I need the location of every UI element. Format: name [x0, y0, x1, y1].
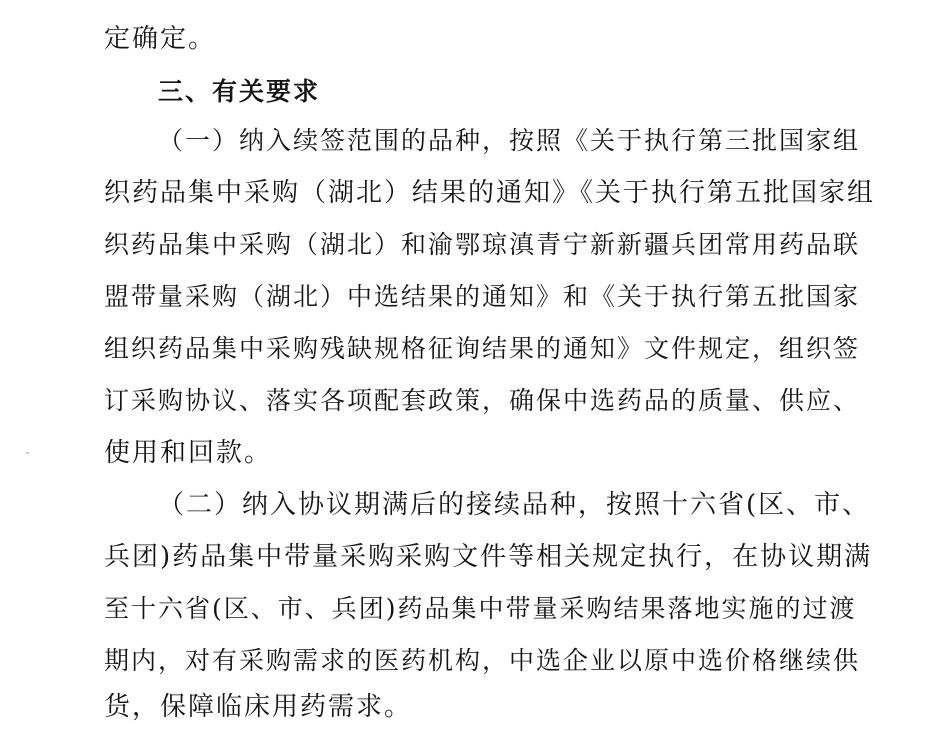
text-line-1: 定确定。: [104, 24, 217, 54]
scan-speck: [26, 452, 29, 454]
paragraph-1-line-4: 盟带量采购（湖北）中选结果的通知》和《关于执行第五批国家: [104, 282, 861, 311]
paragraph-1-line-5: 组织药品集中采购残缺规格征询结果的通知》文件规定，组织签: [104, 334, 861, 363]
paragraph-2-line-2: 兵团)药品集中带量采购采购文件等相关规定执行，在协议期满: [104, 542, 873, 572]
paragraph-1-line-2: 织药品集中采购（湖北）结果的通知》《关于执行第五批国家组: [104, 178, 876, 208]
paragraph-2-line-4: 期内，对有采购需求的医药机构，中选企业以原中选价格继续供: [104, 646, 861, 675]
section-heading: 三、有关要求: [158, 77, 321, 106]
paragraph-1-line-3: 织药品集中采购（湖北）和渝鄂琼滇青宁新新疆兵团常用药品联: [104, 230, 861, 259]
paragraph-2-line-1: （二）纳入协议期满后的接续品种，按照十六省(区、市、: [158, 490, 871, 520]
paragraph-1-line-6: 订采购协议、落实各项配套政策，确保中选药品的质量、供应、: [104, 386, 861, 415]
paragraph-1-line-1: （一）纳入续签范围的品种，按照《关于执行第三批国家组: [158, 126, 861, 155]
paragraph-2-line-5: 货，保障临床用药需求。: [104, 692, 413, 722]
paragraph-2-line-3: 至十六省(区、市、兵团)药品集中带量采购结果落地实施的过渡: [104, 594, 857, 623]
paragraph-1-line-7: 使用和回款。: [104, 438, 273, 468]
